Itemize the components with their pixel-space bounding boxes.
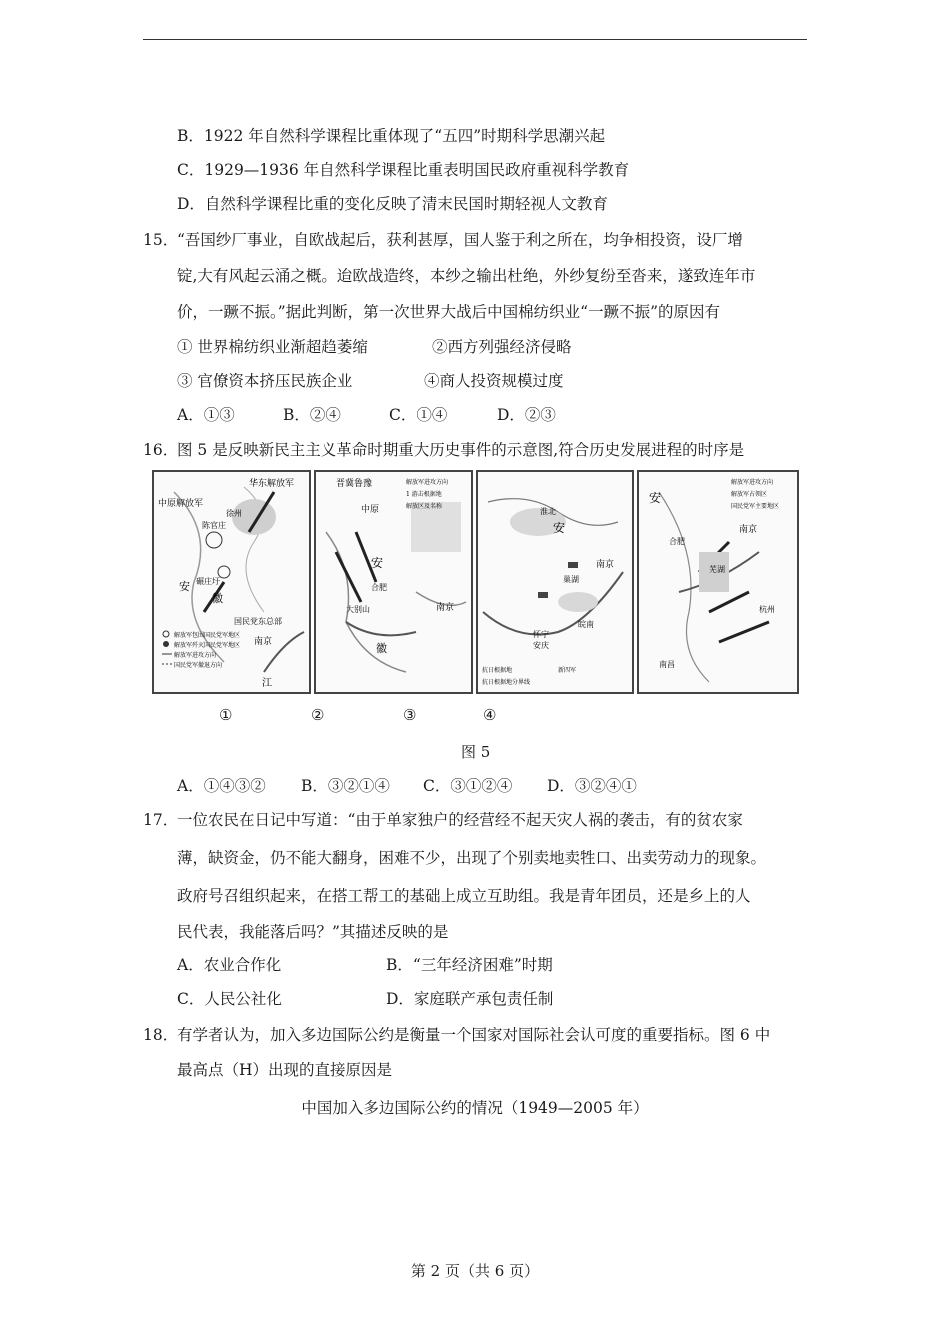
map-1-drawing <box>154 472 309 692</box>
map-1-label-w: 中原解放军 <box>158 499 204 509</box>
q14-option-b: B．1922 年自然科学课程比重体现了“五四”时期科学思潮兴起 <box>177 127 606 145</box>
map-2-province-2: 徽 <box>376 642 387 655</box>
q17-stem-line-4: 民代表，我能落后吗？”其描述反映的是 <box>177 923 449 941</box>
map-label-3: ③ <box>403 706 417 724</box>
q15-answer-b: B．②④ <box>283 406 341 424</box>
q16-stem: 图 5 是反映新民主主义革命时期重大历史事件的示意图,符合历史发展进程的时序是 <box>177 441 745 459</box>
q16-answer-c: C．③①②④ <box>423 777 513 795</box>
q18-stem-line-1: 有学者认为，加入多边国际公约是衡量一个国家对国际社会认可度的重要指标。图 6 中 <box>177 1026 771 1044</box>
map-1-label-ne: 华东解放军 <box>249 479 295 489</box>
q14-option-d: D．自然科学课程比重的变化反映了清末民国时期轻视人文教育 <box>177 195 608 213</box>
q14-option-c: C．1929—1936 年自然科学课程比重表明国民政府重视科学教育 <box>177 161 630 179</box>
map-3-region-2: 皖南 <box>578 620 594 629</box>
figure-5-caption: 图 5 <box>461 743 491 761</box>
q15-stem-line-3: 价，一蹶不振。”据此判断，第一次世界大战后中国棉纺织业“一蹶不振”的原因有 <box>177 303 721 321</box>
map-1-city-2: 徐州 <box>226 509 242 518</box>
map-4-city-5: 杭州 <box>759 605 775 614</box>
map-2-city-1: 合肥 <box>371 583 387 592</box>
map-1-city-3: 碾庄圩 <box>196 577 220 586</box>
map-3-region-1: 淮北 <box>540 507 556 516</box>
map-1-province: 安 <box>179 580 190 593</box>
map-4-province: 安 <box>649 491 662 505</box>
figure-6-title: 中国加入多边国际公约的情况（1949—2005 年） <box>301 1099 649 1117</box>
map-2 <box>314 470 473 694</box>
map-4-legend-1: 解放军进攻方向 <box>731 479 774 486</box>
map-1-city-nanjing: 南京 <box>254 637 273 647</box>
map-3-city-3: 安庆 <box>533 641 549 650</box>
q15-item-2: ②西方列强经济侵略 <box>432 338 572 356</box>
map-label-2: ② <box>311 706 325 724</box>
map-2-mountain: 大别山 <box>346 605 370 614</box>
q16-number: 16． <box>143 441 179 459</box>
map-4-city-4: 南昌 <box>659 660 675 669</box>
map-3-legend-1: 抗日根据地 <box>482 667 513 674</box>
map-1-legend-2: 解放军歼灭国民党军地区 <box>174 642 241 649</box>
map-1 <box>152 470 311 694</box>
map-4-legend-3: 国民党军主要地区 <box>731 503 780 510</box>
map-4 <box>637 470 799 694</box>
q16-answer-d: D．③②④① <box>547 777 637 795</box>
map-1-legend-1: 解放军包围国民党军地区 <box>174 632 241 639</box>
q15-item-1: ① 世界棉纺织业渐超趋萎缩 <box>177 338 368 356</box>
map-2-title-2: 中原 <box>361 505 380 515</box>
map-3-city: 南京 <box>596 560 615 570</box>
q18-number: 18． <box>143 1026 179 1044</box>
map-2-legend-1: 解放军进攻方向 <box>406 479 449 486</box>
map-2-city-2: 南京 <box>436 603 455 613</box>
q15-answer-d: D．②③ <box>497 406 556 424</box>
map-1-river: 江 <box>262 678 272 689</box>
q15-answer-c: C．①④ <box>389 406 448 424</box>
map-1-province-2: 徽 <box>212 592 223 605</box>
map-label-4: ④ <box>483 706 497 724</box>
q16-answer-a: A．①④③② <box>177 777 266 795</box>
map-3-legend-3: 新四军 <box>558 667 577 674</box>
map-2-title-1: 晋冀鲁豫 <box>336 479 373 489</box>
q16-answer-b: B．③②①④ <box>301 777 390 795</box>
q18-stem-line-2: 最高点（H）出现的直接原因是 <box>177 1061 393 1079</box>
q15-item-3: ③ 官僚资本挤压民族企业 <box>177 372 353 390</box>
map-1-legend-3: 解放军进攻方向 <box>174 652 217 659</box>
q17-stem-line-2: 薄，缺资金，仍不能大翻身，困难不少，出现了个别卖地卖牲口、出卖劳动力的现象。 <box>177 849 767 867</box>
q17-answer-c: C．人民公社化 <box>177 990 282 1008</box>
map-3-city-2: 怀宁 <box>533 630 549 639</box>
header-rule <box>143 39 807 40</box>
map-3-lake: 巢湖 <box>563 575 579 584</box>
map-2-province: 安 <box>371 556 384 570</box>
map-4-city-2: 合肥 <box>669 537 685 546</box>
map-3-drawing <box>478 472 632 692</box>
map-4-city-3: 芜湖 <box>709 565 725 574</box>
map-3-legend-2: 抗日根据地分界线 <box>482 679 531 686</box>
q17-number: 17． <box>143 811 179 829</box>
map-4-drawing <box>639 472 797 692</box>
map-2-drawing <box>316 472 471 692</box>
q17-answer-d: D．家庭联产承包责任制 <box>386 990 554 1008</box>
q15-item-4: ④商人投资规模过度 <box>424 372 564 390</box>
map-1-legend-4: 国民党军撤退方向 <box>174 662 223 669</box>
figure-5-maps <box>152 470 800 692</box>
map-2-legend-2: 1 游击根据地 <box>406 491 442 498</box>
map-3-province: 安 <box>553 521 566 535</box>
q15-answer-a: A．①③ <box>177 406 235 424</box>
map-1-city-1: 陈官庄 <box>202 521 226 530</box>
map-label-1: ① <box>219 706 233 724</box>
map-4-city-1: 南京 <box>739 525 758 535</box>
map-2-legend-3: 解放区及名称 <box>406 503 443 510</box>
q15-number: 15． <box>143 231 179 249</box>
q17-stem-line-1: 一位农民在日记中写道：“由于单家独户的经营经不起天灾人祸的袭击，有的贫农家 <box>177 811 743 829</box>
q15-stem-line-2: 锭,大有风起云涌之概。迨欧战造终，本纱之输出杜绝，外纱复纷至沓来，遂致连年市 <box>177 267 756 285</box>
q17-answer-a: A．农业合作化 <box>177 956 282 974</box>
map-3 <box>476 470 634 694</box>
map-1-hq: 国民党东总部 <box>234 617 282 626</box>
page-footer: 第 2 页（共 6 页） <box>410 1262 540 1280</box>
q17-stem-line-3: 政府号召组织起来，在搭工帮工的基础上成立互助组。我是青年团员，还是乡上的人 <box>177 887 751 905</box>
q17-answer-b: B．“三年经济困难”时期 <box>386 956 553 974</box>
q15-stem-line-1: “吾国纱厂事业，自欧战起后，获利甚厚，国人鉴于利之所在，均争相投资，设厂增 <box>177 231 743 249</box>
map-4-legend-2: 解放军占领区 <box>731 491 768 498</box>
